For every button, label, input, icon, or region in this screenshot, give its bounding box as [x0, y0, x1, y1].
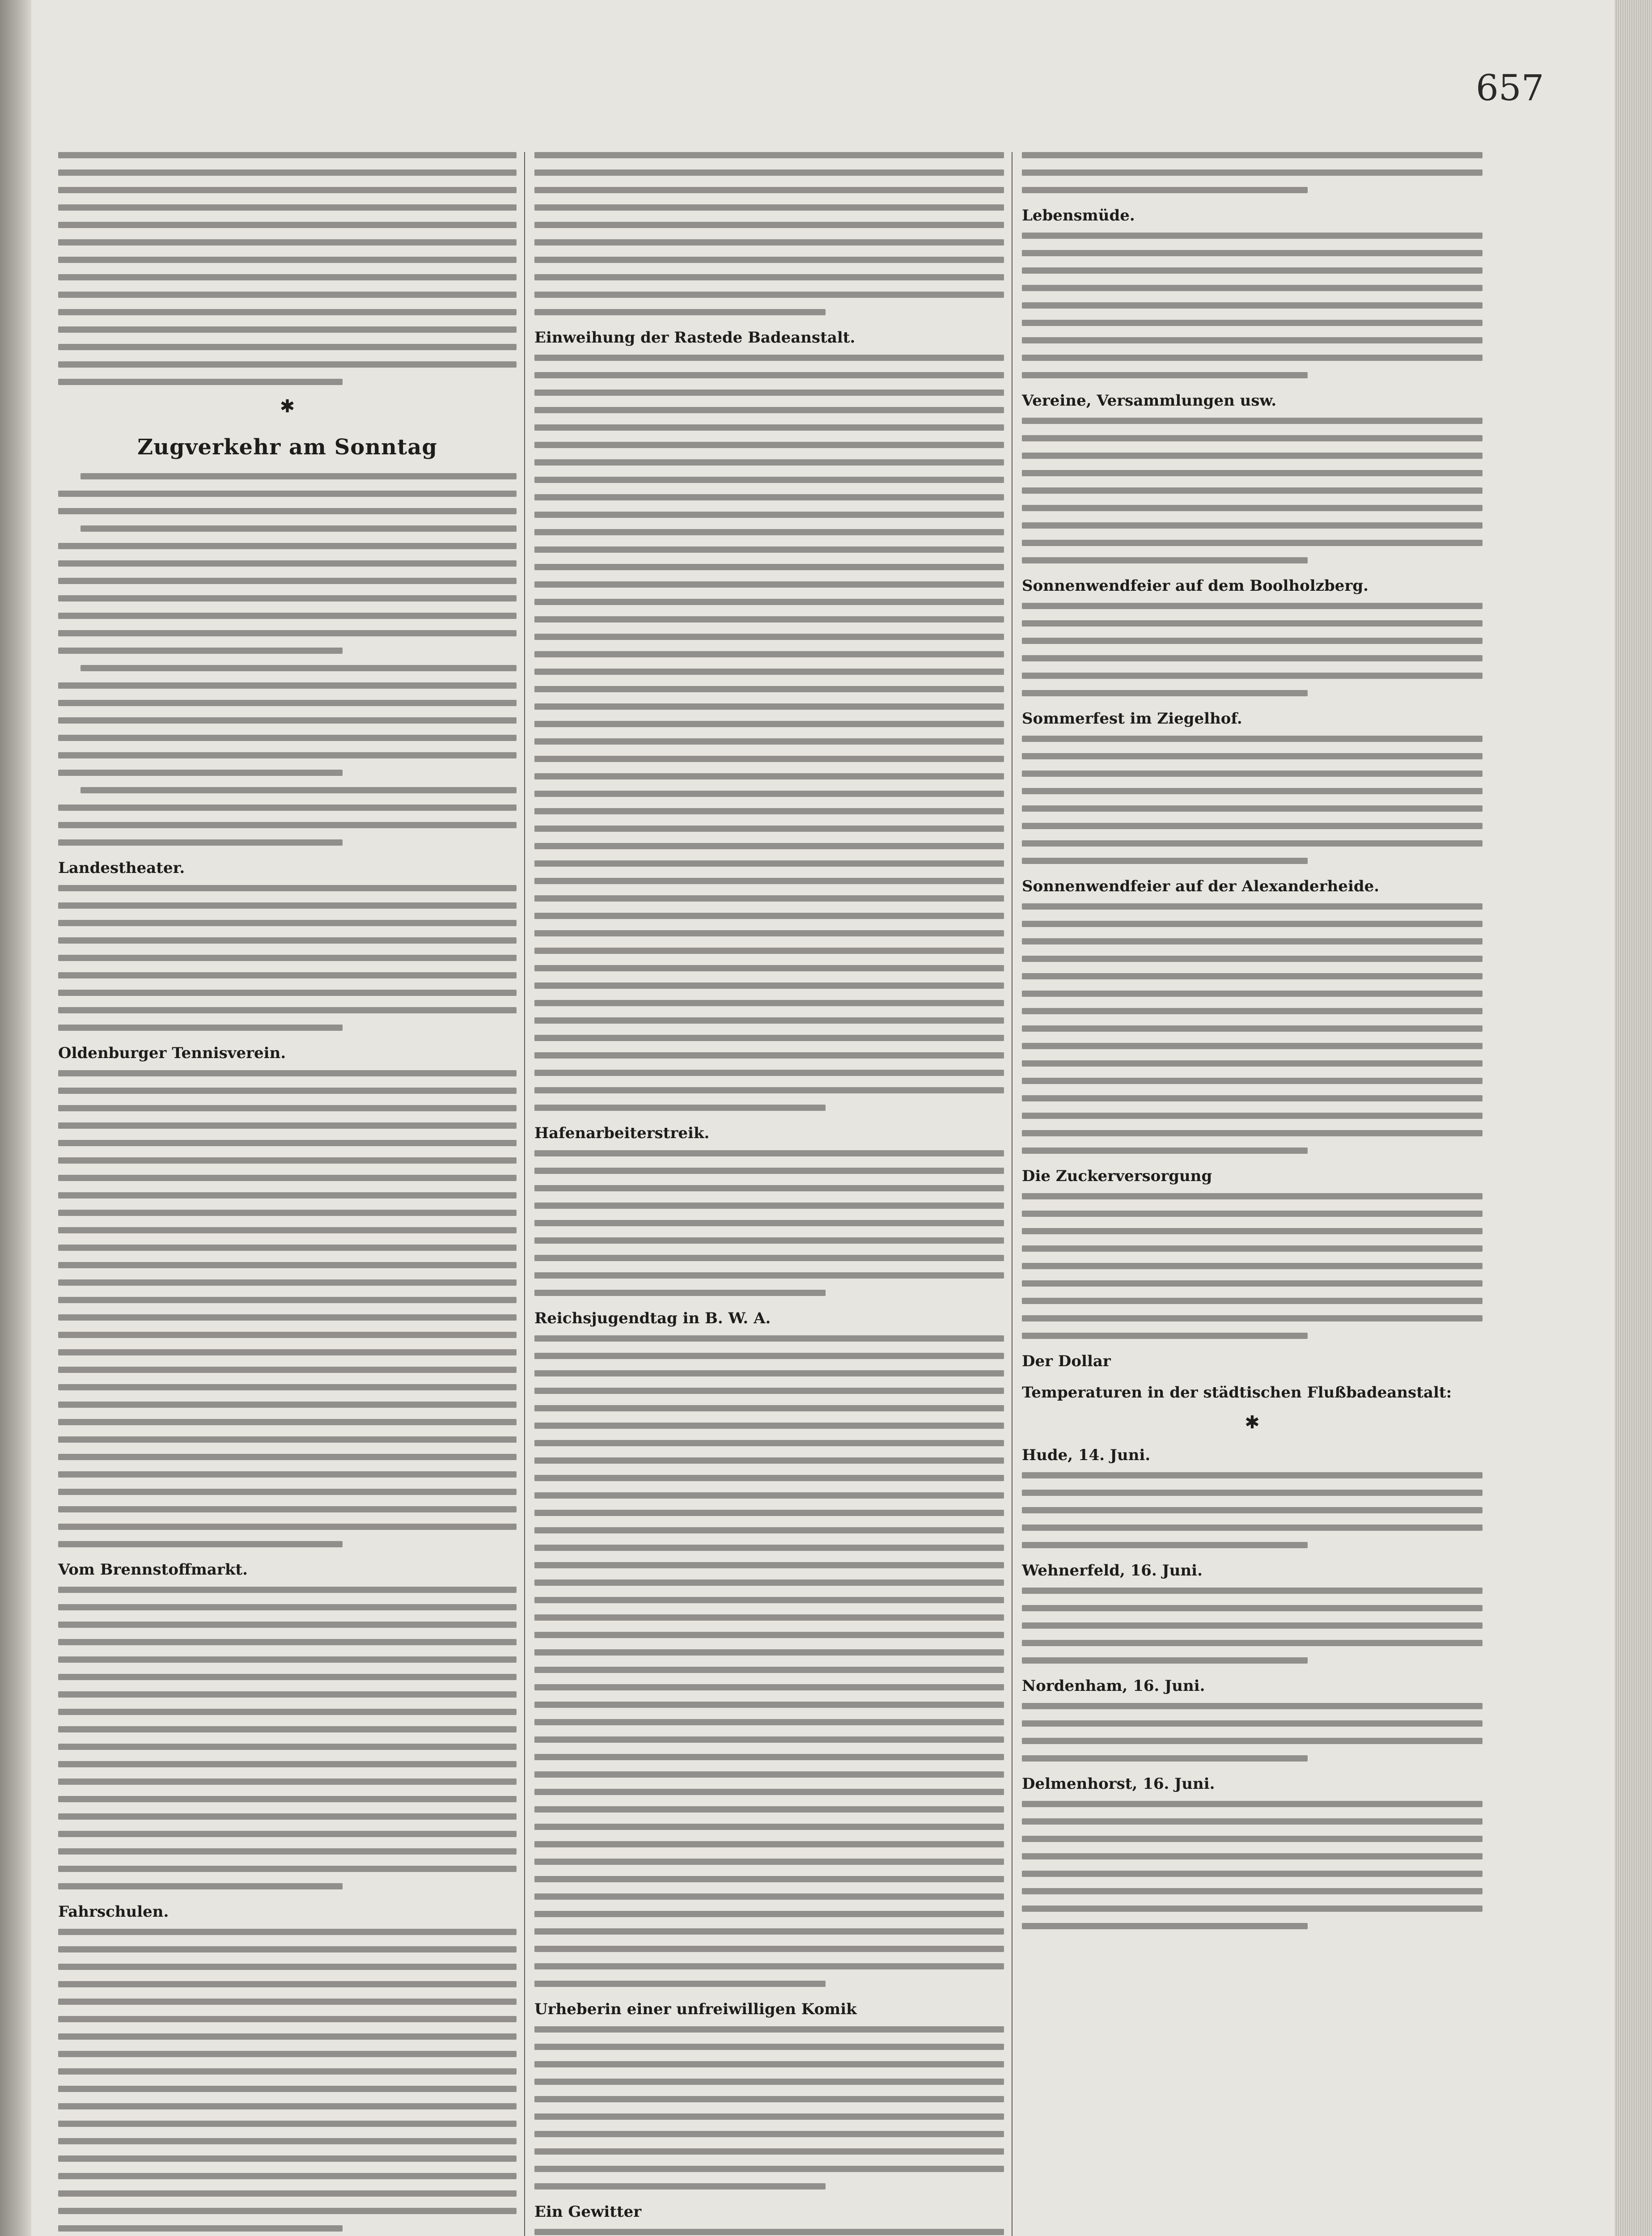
article-text [1022, 152, 1483, 193]
article-text [58, 152, 517, 385]
item-heading: Wehnerfeld, 16. Juni. [1022, 1562, 1203, 1580]
item-heading: Sonnenwendfeier auf der Alexanderheide. [1022, 877, 1380, 895]
section-heading: Zugverkehr am Sonntag [137, 435, 437, 460]
item-heading: Hafenarbeiterstreik. [534, 1124, 710, 1142]
article-text [534, 2026, 1004, 2189]
item-heading: Ein Gewitter [534, 2203, 642, 2221]
article-text [1022, 1703, 1483, 1762]
article-text [58, 885, 517, 1031]
article-text [534, 355, 1004, 1111]
item-heading: Landestheater. [58, 859, 185, 877]
article-text [534, 2229, 1004, 2236]
article-text [1022, 233, 1483, 378]
article-text [534, 1150, 1004, 1296]
divider-star: ✱ [1245, 1412, 1260, 1433]
article-text [58, 473, 517, 846]
item-heading: Urheberin einer unfreiwilligen Komik [534, 2000, 857, 2018]
article-text [58, 1929, 517, 2232]
item-heading: Vom Brennstoffmarkt. [58, 1561, 248, 1579]
item-heading: Hude, 14. Juni. [1022, 1446, 1151, 1464]
article-text [58, 1587, 517, 1889]
article-text [1022, 603, 1483, 696]
item-heading: Sommerfest im Ziegelhof. [1022, 710, 1242, 728]
article-text [1022, 1588, 1483, 1664]
article-text [534, 152, 1004, 315]
item-heading: Lebensmüde. [1022, 207, 1135, 224]
item-heading: Oldenburger Tennisverein. [58, 1044, 286, 1062]
column-3 [1022, 152, 1483, 1940]
article-text [1022, 418, 1483, 563]
item-heading: Vereine, Versammlungen usw. [1022, 392, 1277, 410]
column-1 [58, 152, 517, 2236]
item-heading: Reichsjugendtag in B. W. A. [534, 1309, 771, 1327]
article-text [534, 1335, 1004, 1987]
book-binding [0, 0, 31, 2236]
article-text [1022, 1193, 1483, 1339]
item-heading: Einweihung der Rastede Badeanstalt. [534, 329, 856, 347]
article-text [1022, 1801, 1483, 1929]
item-heading: Fahrschulen. [58, 1903, 169, 1921]
page-edge [1614, 0, 1652, 2236]
item-heading: Delmenhorst, 16. Juni. [1022, 1775, 1215, 1793]
article-text [1022, 903, 1483, 1154]
item-heading: Nordenham, 16. Juni. [1022, 1677, 1205, 1695]
page-number: 657 [1476, 67, 1544, 109]
column-rule [524, 152, 525, 2236]
item-heading: Temperaturen in der städtischen Flußbadeanstalt: [1022, 1384, 1452, 1402]
article-text [1022, 1472, 1483, 1548]
article-text [58, 1070, 517, 1547]
item-heading: Der Dollar [1022, 1352, 1111, 1370]
column-2 [534, 152, 1004, 2236]
article-text [1022, 736, 1483, 864]
item-heading: Die Zuckerversorgung [1022, 1167, 1212, 1185]
item-heading: Sonnenwendfeier auf dem Boolholzberg. [1022, 577, 1368, 595]
divider-star: ✱ [280, 396, 295, 417]
